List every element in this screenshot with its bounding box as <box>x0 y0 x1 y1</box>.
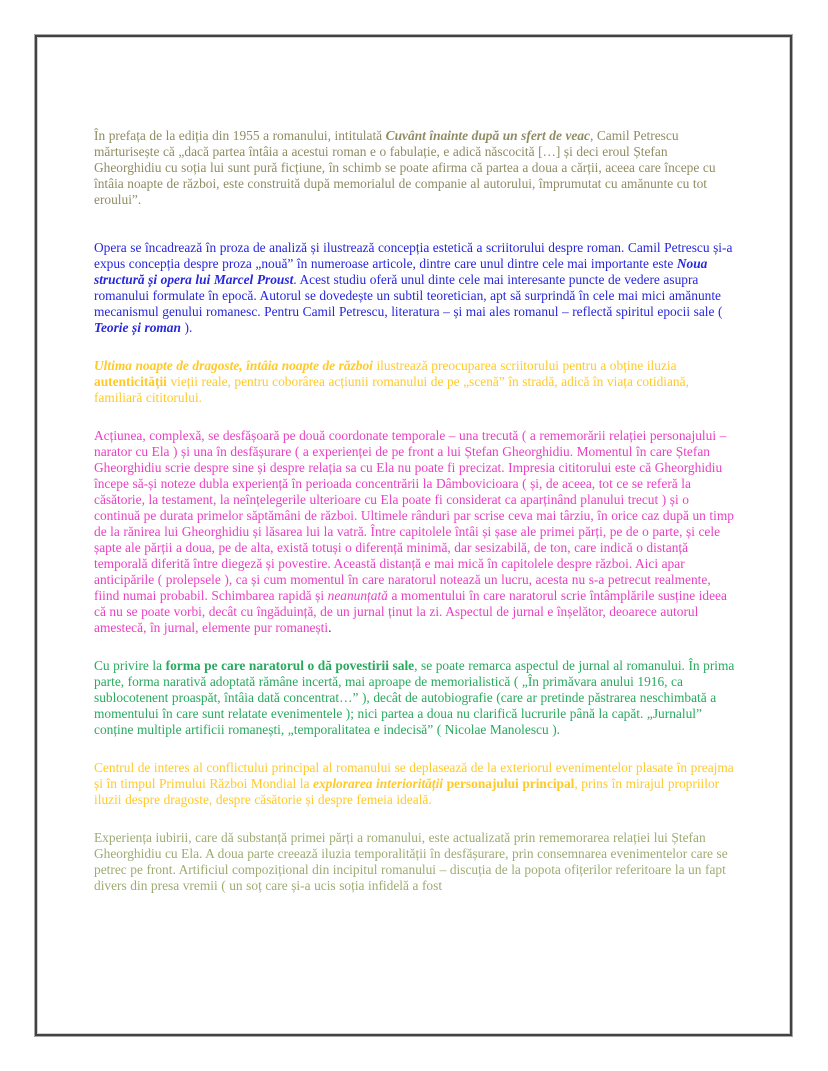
paragraph-2 <box>94 240 737 336</box>
text-run: . Acest studiu oferă unul dinte cele mai interesante puncte de vedere asupra romanului formulate în epocă. Autorul se dovedește un subtil teoretician, apt să surprindă în cele mai mici amănunte mecanismul genului romanesc. Pentru Camil Petrescu, literatura – și mai ales romanul – reflectă spiritul epocii sale ( <box>94 272 723 319</box>
text-run: autenticității <box>94 374 167 389</box>
text-run: Ultima noapte de dragoste, întâia noapte de război <box>94 358 373 373</box>
text-run: , prins în mirajul propriilor iluzii despre dragoste, despre căsătorie și despre femeia ideală. <box>94 776 720 807</box>
text-run: Cu privire la <box>94 658 166 673</box>
text-run: explorarea interiorității <box>313 776 444 791</box>
paragraph-1 <box>94 128 737 208</box>
paragraph-3 <box>94 358 737 406</box>
text-run: forma pe care naratorul o dă povestirii sale <box>165 658 415 673</box>
paragraph-5 <box>94 658 737 738</box>
text-run: personajului principal <box>446 776 575 791</box>
text-run: . <box>328 620 332 635</box>
text-run: vieții reale, pentru coborârea acțiunii romanului de pe „scenă” în stradă, adică în viața cotidiană, familiară cititorului. <box>94 374 689 405</box>
text-run: Teorie și roman <box>94 320 181 335</box>
text-run: Cuvânt înainte după un sfert de veac <box>385 128 590 143</box>
text-run: Centrul de interes al conflictului principal al romanului se deplasează de la exteriorul evenimentelor plasate în preajma și în timpul Primului Război Mondial la <box>94 760 734 791</box>
text-run: În prefața de la ediția din 1955 a romanului, intitulată <box>94 128 386 143</box>
paragraph-4 <box>94 428 737 636</box>
text-run: Acțiunea, complexă, se desfășoară pe două coordonate temporale – una trecută ( a rememorării relației personajului – narator cu Ela ) și una în desfășurare ( a experienței de pe front a lui Ștefan Gheorghidiu. Momentul în care Ștefan Gheorghidiu scrie despre sine și despre relația sa cu Ela nu poate fi precizat. Impresia cititorului este că Gheorghidiu începe să-și noteze dubla experiență în perioada concentrării la Dâmbovicioara ( și, de aceea, tot ce se referă la căsătorie, la testament, la neînțelegerile ulterioare cu Ela poate fi considerat ca aparținând planului trecut ) și o continuă pe durata primelor săptămâni de război. Ultimele rânduri par scrise ceva mai târziu, în orice caz după un timp de la rănirea lui Gheorghidiu și lăsarea lui la vatră. Între capitolele întâi și șase ale primei părți, pe de o parte, și cele șapte ale părții a doua, pe de alta, există totuși o diferență minimă, dar sesizabilă, de ton, care indică o distanță temporală diferită între diegeză și povestire. Această distanță e mai mică în capitolele despre război. Aici apar anticipările ( prolepsele ), ca și cum momentul în care naratorul notează un lucru, acesta nu s-a petrecut realmente, fiind numai probabil. Schimbarea rapidă și <box>94 428 734 603</box>
text-run: Opera se încadrează în proza de analiză și ilustrează concepția estetică a scriitorului despre roman. Camil Petrescu și-a expus concepția despre proza „nouă” în numeroase articole, dintre care unul dintre cele mai importante este <box>94 240 733 271</box>
text-run: Experiența iubirii, care dă substanță primei părți a romanului, este actualizată prin rememorarea relației lui Ștefan Gheorghidiu cu Ela. A doua parte creează iluzia temporalității în desfășurare, prin consemnarea evenimentelor care se petrec pe front. Artificiul compozițional din incipitul romanului – discuția de la popota ofițerilor referitoare la un fapt divers din presa vremii ( un soț care și-a ucis soția infidelă a fost <box>94 830 728 893</box>
document-page <box>35 35 792 1036</box>
text-run: , Camil Petrescu mărturisește că „dacă partea întâia a acestui roman e o fabulație, e adică născocită […] și deci eroul Ștefan Gheorghidiu cu soția lui sunt pură ficțiune, în schimb se poate afirma că partea a doua a cărții, aceea care începe cu întâia noapte de război, este construită după memorialul de companie al autorului, împrumutat cu amănunte cu tot eroului”. <box>94 128 716 207</box>
document-body <box>94 128 737 916</box>
text-run: , se poate remarca aspectul de jurnal al romanului. În prima parte, forma narativă adoptată rămâne incertă, mai aproape de memorialistică ( „În primăvara anului 1916, ca sublocotenent proaspăt, întâia dată concentrat…” ), decât de autobiografie (care ar pretinde păstrarea neschimbată a momentului în care sunt relatate evenimentele ); nici partea a doua nu clarifică lucrurile până la capăt. „Jurnalul” conține multiple artificii romanești, „temporalitatea e indecisă” ( Nicolae Manolescu ). <box>94 658 735 737</box>
text-run: ). <box>180 320 193 335</box>
paragraph-6 <box>94 760 737 808</box>
text-run: a momentului în care naratorul scrie întâmplările susține ideea că nu se poate vorbi, decât cu îngăduință, de un jurnal ținut la zi. Aspectul de jurnal e înșelător, deoarece autorul amestecă, în jurnal, elemente pur romanești <box>94 588 727 635</box>
text-run: ilustrează preocuparea scriitorului pentru a obține iluzia <box>372 358 677 373</box>
paragraph-7 <box>94 830 737 894</box>
text-run: neanunțată <box>327 588 388 603</box>
text-run: Noua structură și opera lui Marcel Proust <box>94 256 708 287</box>
